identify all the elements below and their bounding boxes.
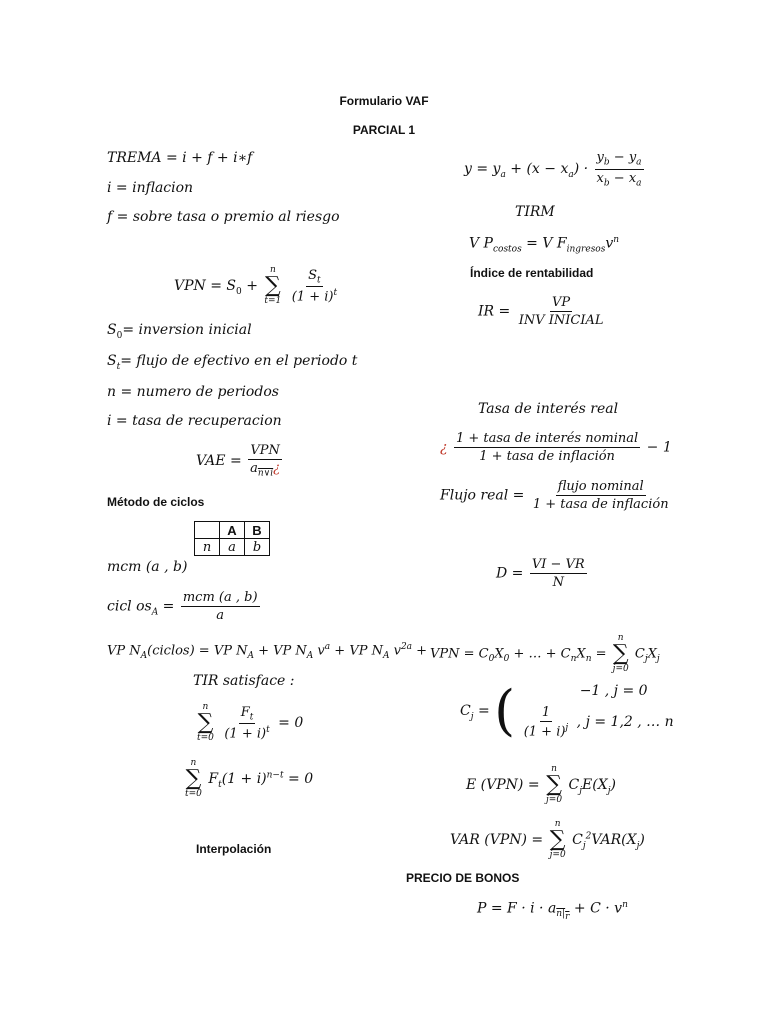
- def-s0: $S_0=$ inversion inicial: [107, 322, 252, 341]
- document-subtitle: PARCIAL 1: [352, 123, 416, 137]
- expected-vpn-formula: E (VPN) = n ∑ j=0 $C_jE(X_j)$: [466, 764, 616, 805]
- mcm-expression: mcm (a , b): [107, 559, 188, 575]
- variance-vpn-formula: VAR (VPN) = n ∑ j=0 $C_j^2VAR(X_j)$: [450, 819, 645, 860]
- indice-rentabilidad-heading: Índice de rentabilidad: [470, 266, 594, 280]
- metodo-ciclos-heading: Método de ciclos: [107, 495, 205, 509]
- vpn-ciclos-formula: VP $N_A(ciclos)$ = VP $N_A$ + VP $N_A$ $v^a$ + VP $N_A$ $v^{2a}$ +: [107, 642, 428, 661]
- tirm-label: TIRM: [515, 204, 555, 220]
- vp-costos-formula: V $P_{costos} = V$ $F_{ingresos}v^n$: [469, 235, 620, 255]
- def-n: n = numero de periodos: [107, 384, 279, 400]
- interpolacion-heading: Interpolación: [196, 842, 272, 856]
- vpn-lhs: VPN = S: [174, 278, 237, 294]
- trema-formula: TREMA = i + f + i∗f: [107, 150, 253, 166]
- vae-formula: VAE = $\frac{\text{VPN}}{a_{n\vee i}¿}$: [196, 443, 281, 479]
- cj-definition: $C_j$ = ( −1 , j = 0 $\frac{1}{(1 + i)^j}$ , j = 1,2 , … n: [460, 679, 674, 743]
- def-inflacion: i = inflacion: [107, 180, 194, 196]
- cycles-table: [194, 521, 270, 556]
- ciclos-formula: cicl $os_A$ = $\frac{\text{mcm (a , b)}}{a}$: [107, 590, 258, 623]
- table-row: n a b: [195, 539, 270, 556]
- bond-price-formula: $P = F \cdot i \cdot a_{n|_r} + C \cdot v^n$: [477, 900, 628, 923]
- depreciacion-formula: D = $\frac{VI - VR}{N}$: [496, 557, 585, 590]
- def-tasa-recuperacion: i = tasa de recuperacion: [107, 413, 282, 429]
- interpolation-formula: $y = y_a + (x - x_a)$ · $\frac{y_b - y_a}{x_b - x_a}$: [464, 150, 642, 189]
- def-sobretasa: f = sobre tasa o premio al riesgo: [107, 209, 340, 225]
- document-title: Formulario VAF: [339, 94, 429, 108]
- precio-bonos-heading: PRECIO DE BONOS: [406, 871, 520, 885]
- tasa-real-label: Tasa de interés real: [478, 401, 619, 417]
- tir-formula-1: n ∑ t=0 $\frac{F_t}{(1 + i)^t}$ = 0: [197, 702, 304, 743]
- tasa-real-formula: ¿ $\frac{\text{1 + tasa de interés nominal}}{\text{1 + tasa de inflación}}$ − 1: [440, 431, 672, 464]
- table-header-row: A B: [195, 522, 270, 539]
- sum-symbol: n ∑ t=1: [264, 265, 282, 306]
- vpn-sum-formula: VPN = $C_0X_0$ + … + $C_nX_n$ = n ∑ j=0 $C_jX_j$: [430, 633, 660, 674]
- def-st: $S_t=$ flujo de efectivo en el periodo t: [107, 353, 358, 372]
- tir-formula-2: n ∑ t=0 $F_t(1 + i)^{n-t} = 0$: [185, 758, 314, 799]
- ir-formula: IR = $\frac{VP}{\text{INV INICIAL}}$: [478, 295, 604, 328]
- tir-satisface: TIR satisface :: [193, 673, 295, 689]
- vpn-fraction: $\frac{S_t}{(1 + i)^t}$: [291, 267, 338, 305]
- flujo-real-formula: Flujo real = $\frac{\text{flujo nominal}}{\text{1 + tasa de inflación}}$: [440, 479, 669, 512]
- vpn-formula: VPN = $S_0$ + n ∑ t=1 $\frac{S_t}{(1 + i)^t}$: [174, 265, 338, 306]
